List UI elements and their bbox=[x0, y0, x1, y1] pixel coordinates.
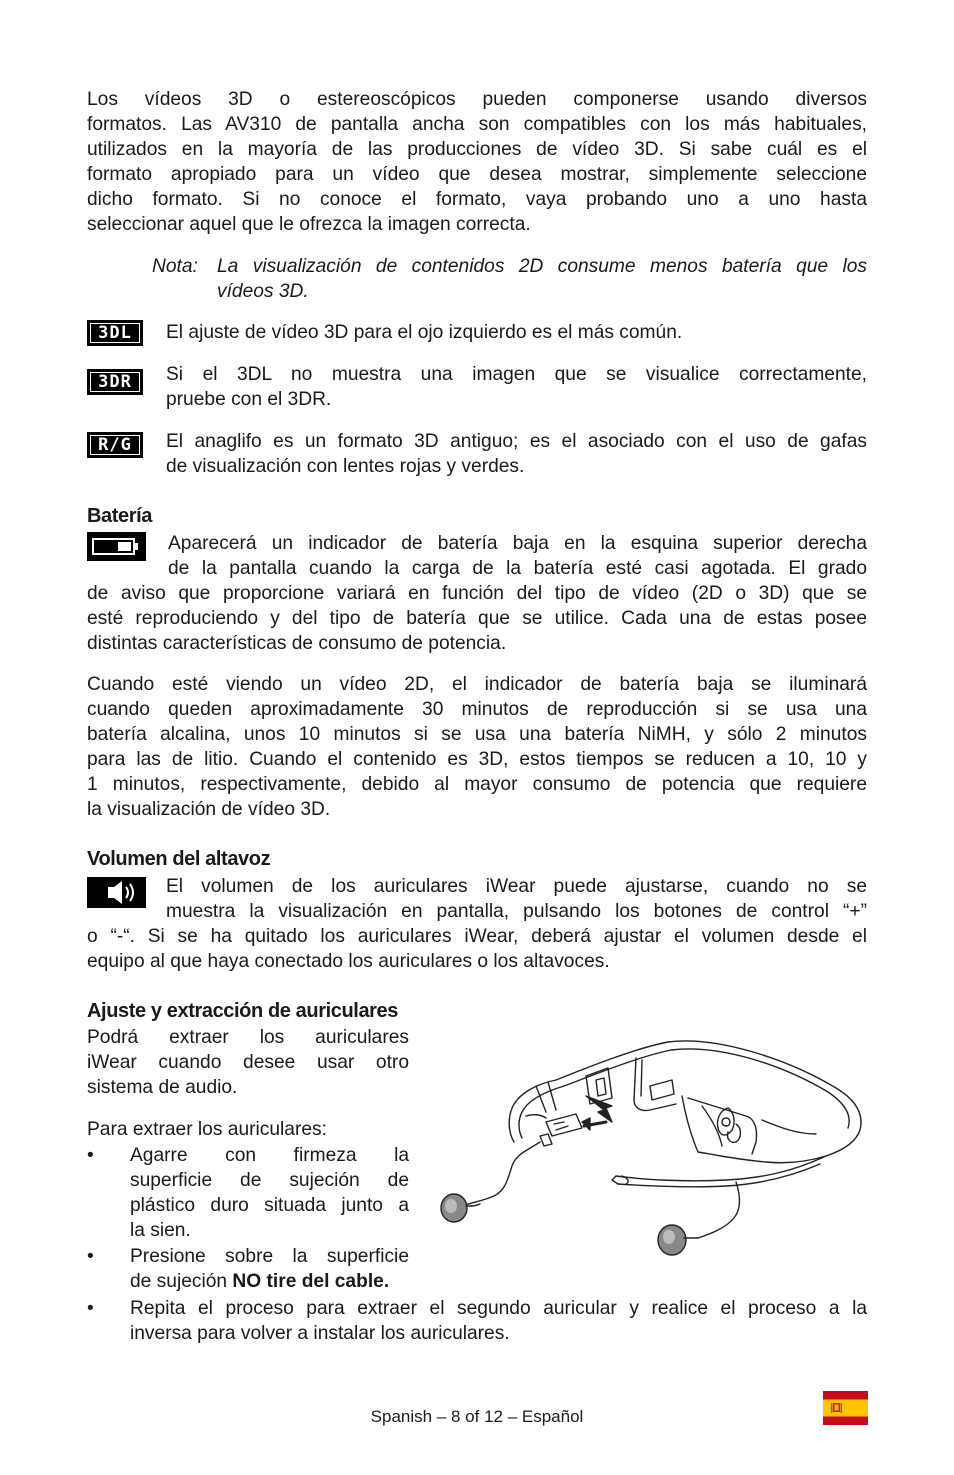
intro-line: utilizados en la mayoría de las producciones de vídeo 3D. Si sabe cuál es el bbox=[87, 139, 867, 160]
format-line: Si el 3DL no muestra una imagen que se visualice correctamente, bbox=[166, 364, 867, 385]
3dr-icon bbox=[87, 369, 143, 395]
bullet-line: plástico duro situada junto a bbox=[130, 1195, 409, 1216]
bullet-marker: • bbox=[87, 1145, 94, 1166]
battery-paragraph-1 bbox=[87, 531, 867, 656]
format-line: de visualización con lentes rojas y verdes. bbox=[166, 456, 525, 477]
format-line: El anaglifo es un formato 3D antiguo; es el asociado con el uso de gafas bbox=[166, 431, 867, 452]
volume-line: o “-“. Si se ha quitado los auriculares iWear, deberá ajustar el volumen desde el bbox=[87, 926, 867, 947]
earphones-paragraph-1 bbox=[87, 1025, 409, 1100]
intro-line: formatos. Las AV310 de pantalla ancha son compatibles con los más habituales, bbox=[87, 114, 867, 135]
format-line: pruebe con el 3DR. bbox=[166, 389, 332, 410]
battery-line: la visualización de vídeo 3D. bbox=[87, 799, 331, 820]
format-3dr-text bbox=[166, 362, 867, 412]
intro-line: formato apropiado para un vídeo que desea mostrar, simplemente seleccione bbox=[87, 164, 867, 185]
intro-paragraph bbox=[87, 87, 867, 237]
bullet-line: inversa para volver a instalar los auriculares. bbox=[130, 1323, 510, 1344]
intro-line: seleccionar aquel que le ofrezca la imagen correcta. bbox=[87, 214, 531, 235]
battery-line: de la pantalla cuando la carga de la batería esté casi agotada. El grado bbox=[168, 558, 867, 579]
bullet-marker: • bbox=[87, 1298, 94, 1319]
volume-line: muestra la visualización en pantalla, pulsando los botones de control “+” bbox=[166, 901, 867, 922]
note-text bbox=[217, 254, 867, 304]
battery-line: Aparecerá un indicador de batería baja en la esquina superior derecha bbox=[168, 533, 867, 554]
bullet-1 bbox=[130, 1143, 409, 1243]
volume-paragraph bbox=[87, 874, 867, 974]
volume-line: El volumen de los auriculares iWear puede ajustarse, cuando no se bbox=[166, 876, 867, 897]
earphones-heading: Ajuste y extracción de auriculares bbox=[87, 1000, 398, 1022]
format-rg-text bbox=[166, 429, 867, 479]
battery-line: de aviso que proporcione variará en función del tipo de vídeo (2D o 3D) que se bbox=[87, 583, 867, 604]
battery-line: cuando queden aproximadamente 30 minutos de reproducción si se usa una bbox=[87, 699, 867, 720]
bullet-line: la sien. bbox=[130, 1220, 191, 1241]
bullet-line: Repita el proceso para extraer el segundo auricular y realice el proceso a la bbox=[130, 1298, 867, 1319]
battery-paragraph-2 bbox=[87, 672, 867, 822]
battery-line: batería alcalina, unos 10 minutos si se usa una batería NiMH, y sólo 2 minutos bbox=[87, 724, 867, 745]
note-label: Nota: bbox=[152, 256, 198, 277]
3dl-icon bbox=[87, 320, 143, 346]
battery-heading: Batería bbox=[87, 505, 153, 527]
earphones-line: iWear cuando desee usar otro bbox=[87, 1052, 409, 1073]
page-footer: Spanish – 8 of 12 – Español bbox=[370, 1407, 584, 1426]
3dl-icon-label: 3DL bbox=[90, 323, 140, 343]
battery-line: esté reproduciendo y del tipo de batería que se utilice. Cada una de estas posee bbox=[87, 608, 867, 629]
battery-line: para las de litio. Cuando el contenido es 3D, estos tiempos se reducen a 10, 10 y bbox=[87, 749, 867, 770]
3dr-icon-label: 3DR bbox=[90, 372, 140, 392]
rg-icon-label: R/G bbox=[90, 435, 140, 455]
intro-line: dicho formato. Si no conoce el formato, vaya probando uno a uno hasta bbox=[87, 189, 867, 210]
bullet-line: Agarre con firmeza la bbox=[130, 1145, 409, 1166]
volume-line: equipo al que haya conectado los auriculares o los altavoces. bbox=[87, 951, 610, 972]
battery-line: Cuando esté viendo un vídeo 2D, el indicador de batería baja se iluminará bbox=[87, 674, 867, 695]
format-3dl-text bbox=[166, 320, 867, 345]
format-line: El ajuste de vídeo 3D para el ojo izquierdo es el más común. bbox=[166, 322, 683, 343]
bullet-line bbox=[130, 1269, 409, 1294]
spain-flag-icon bbox=[823, 1391, 868, 1425]
bullet-line-plain: de sujeción bbox=[130, 1271, 233, 1292]
bullet-line: superficie de sujeción de bbox=[130, 1170, 409, 1191]
bullet-3 bbox=[130, 1296, 867, 1346]
bullet-marker: • bbox=[87, 1246, 94, 1267]
bullet-line-bold: NO tire del cable. bbox=[232, 1271, 390, 1292]
bullet-2 bbox=[130, 1244, 409, 1294]
intro-line: Los vídeos 3D o estereoscópicos pueden componerse usando diversos bbox=[87, 89, 867, 110]
note-line: vídeos 3D. bbox=[217, 281, 309, 302]
bullet-line: Presione sobre la superficie bbox=[130, 1246, 409, 1267]
glasses-with-earphones-illustration bbox=[436, 1038, 868, 1260]
battery-line: 1 minutos, respectivamente, debido al mayor consumo de potencia que requiere bbox=[87, 774, 867, 795]
volume-heading: Volumen del altavoz bbox=[87, 848, 271, 870]
battery-line: distintas características de consumo de potencia. bbox=[87, 633, 507, 654]
earphones-line: Podrá extraer los auriculares bbox=[87, 1027, 409, 1048]
earphones-steps-intro: Para extraer los auriculares: bbox=[87, 1119, 327, 1140]
rg-icon bbox=[87, 432, 143, 458]
note-line: La visualización de contenidos 2D consume menos batería que los bbox=[217, 256, 867, 277]
earphones-line: sistema de audio. bbox=[87, 1077, 238, 1098]
